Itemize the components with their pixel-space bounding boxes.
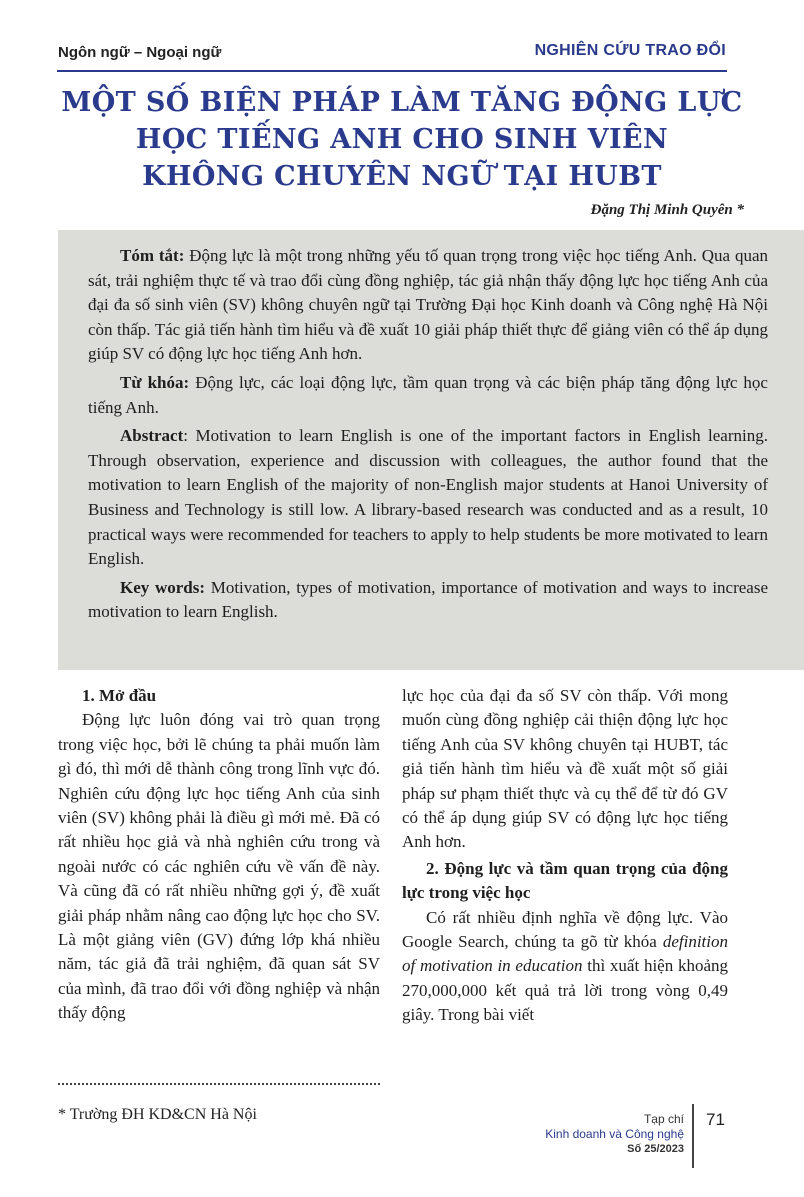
keywords-vi-text: Động lực, các loại động lực, tầm quan trọng và các biện pháp tăng động lực học tiếng Anh.	[88, 372, 768, 417]
section-1-heading: 1. Mở đầu	[82, 686, 157, 705]
summary-vi-text: Động lực là một trong những yếu tố quan trọng trong việc học tiếng Anh. Qua quan sát, trải nghiệm thực tế và trao đổi cùng đồng nghiệp, tác giả nhận thấy động lực học tiếng Anh của đại đa số sinh viên (SV) không chuyên ngữ tại Trường Đại học Kinh doanh và Công nghệ Hà Nội còn thấp. Tác giả tiến hành tìm hiểu và đề xuất 10 giải pháp thiết thực để giảng viên có thể áp dụng giúp SV có động lực học tiếng Anh hơn.	[88, 246, 768, 364]
summary-vi	[88, 244, 768, 367]
article-title	[40, 84, 764, 195]
keywords-vi-label: Từ khóa:	[120, 372, 190, 392]
body-column-right	[402, 684, 728, 1028]
footnote-separator	[58, 1083, 380, 1085]
section-2-text-b: thì xuất hiện khoảng 270,000,000 kết quả trả lời trong vòng 0,49 giây. Trong bài viết	[402, 956, 729, 1025]
journal-info	[545, 1112, 684, 1157]
keywords-en-text: Motivation, types of motivation, importance of motivation and ways to increase motivation to learn English.	[88, 577, 769, 622]
journal-issue: Số 25/2023	[627, 1143, 684, 1155]
section-label: Ngôn ngữ – Ngoại ngữ	[58, 44, 222, 61]
keywords-en	[88, 576, 768, 625]
summary-vi-label: Tóm tắt:	[120, 246, 185, 265]
abstract-content	[88, 244, 768, 625]
keywords-en-label: Key words:	[120, 577, 206, 597]
footer-divider	[692, 1104, 694, 1168]
section-1-paragraph: Động lực luôn đóng vai trò quan trọng trong việc học, bởi lẽ chúng ta phải muốn làm gì đó, thì mới dễ thành công trong lĩnh vực đó. Nghiên cứu động lực học tiếng Anh của sinh viên (SV) không phải là điều gì mới mẻ. Đã có rất nhiều học giả và nhà nghiên cứu trong và ngoài nước có các nghiên cứu về vấn đề này. Và cũng đã có rất nhiều những gợi ý, đề xuất giải pháp nhằm nâng cao động lực học cho SV. Là một giảng viên (GV) đứng lớp khá nhiều năm, tác giả đã trải nghiệm, đã quan sát SV của mình, đã trao đổi với đồng nghiệp và nhận thấy động	[58, 710, 380, 1023]
title-line-3: KHÔNG CHUYÊN NGỮ TẠI HUBT	[142, 161, 662, 192]
title-line-1: MỘT SỐ BIỆN PHÁP LÀM TĂNG ĐỘNG LỰC	[61, 87, 743, 118]
section-2-paragraph	[402, 906, 728, 1028]
section-2-text-a: Có rất nhiều định nghĩa về động lực. Vào Google Search, chúng ta gõ từ khóa	[402, 907, 728, 952]
section-2-heading: 2. Động lực và tầm quan trọng của động lực trong việc học	[402, 858, 728, 903]
title-line-2: HỌC TIẾNG ANH CHO SINH VIÊN	[135, 124, 669, 155]
abstract-en-text: : Motivation to learn English is one of the important factors in English learning. Through observation, experience and discussion with colleagues, the author found that the motivation to learn English of the majority of non-English major students at Hanoi University of Business and Technology is still low. A library-based research was conducted and as a result, 10 practical ways were recommended for teachers to apply to help students be more motivated to learn English.	[88, 426, 768, 569]
section-2-search-term: definition of motivation in education	[402, 932, 728, 976]
keywords-vi	[88, 371, 768, 420]
page-number: 71	[706, 1110, 725, 1129]
journal-label: Tạp chí	[643, 1112, 684, 1126]
abstract-en	[88, 424, 768, 572]
category-label: NGHIÊN CỨU TRAO ĐỔI	[534, 42, 726, 59]
author-name: Đặng Thị Minh Quyên *	[590, 202, 744, 218]
journal-name: Kinh doanh và Công nghệ	[545, 1127, 684, 1141]
footnote: * Trường ĐH KD&CN Hà Nội	[58, 1106, 257, 1123]
abstract-en-label: Abstract	[120, 426, 184, 446]
abstract-box	[58, 230, 804, 670]
header-rule	[57, 70, 727, 72]
section-1-paragraph-continued: lực học của đại đa số SV còn thấp. Với mong muốn cùng đồng nghiệp cải thiện động lực học tiếng Anh của SV không chuyên tại HUBT, tác giả tiến hành tìm hiểu và đề xuất một số giải pháp sư phạm thiết thực và cụ thể để từ đó GV có thể áp dụng giúp SV có động lực học tiếng Anh hơn.	[402, 686, 728, 852]
body-column-left	[58, 684, 380, 1026]
